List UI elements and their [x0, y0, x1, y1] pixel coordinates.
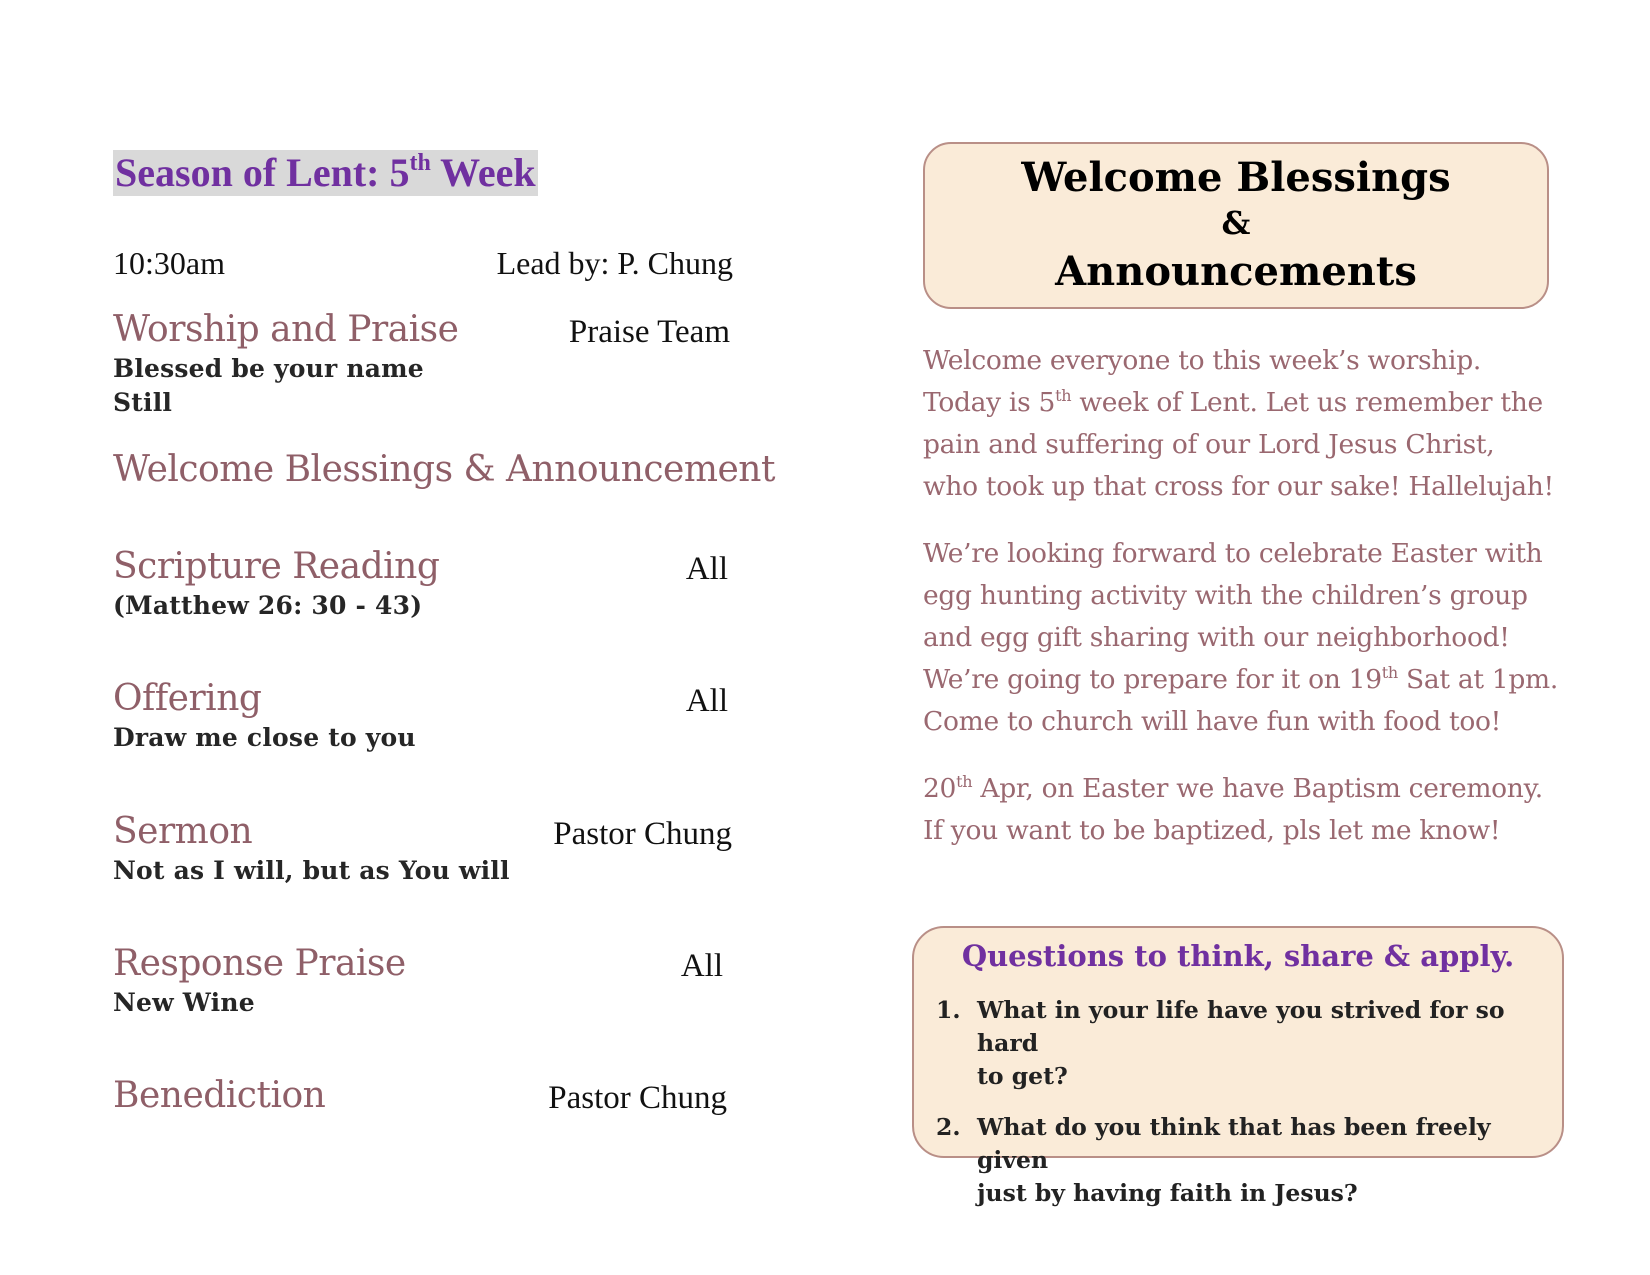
- order-item-title: Sermon: [113, 811, 253, 852]
- order-item-leader: Pastor Chung: [548, 1080, 727, 1116]
- welcome-heading: Welcome Blessings: [1021, 154, 1451, 201]
- announcements-heading: Announcements: [1055, 248, 1417, 295]
- question-item: 1. What in your life have you strived for so hard to get?: [936, 996, 1505, 1090]
- order-item-title: Worship and Praise: [113, 309, 459, 350]
- order-item-title: Benediction: [113, 1075, 326, 1116]
- questions-title: Questions to think, share & apply.: [961, 939, 1515, 973]
- service-leader: Lead by: P. Chung: [496, 245, 733, 281]
- question-number: 2.: [936, 1113, 961, 1141]
- sermon-title: Not as I will, but as You will: [113, 856, 510, 885]
- order-item-benediction: [113, 1074, 733, 1118]
- order-item-leader: All: [685, 683, 728, 719]
- order-of-service: [113, 150, 775, 1116]
- questions-list: [936, 994, 1546, 1228]
- scripture-reference: (Matthew 26: 30 - 43): [113, 591, 423, 620]
- question-item: 2. What do you think that has been freely given just by having faith in Jesus?: [936, 1113, 1491, 1207]
- order-item-leader: Pastor Chung: [553, 816, 732, 852]
- order-item-leader: Praise Team: [568, 314, 730, 350]
- order-item-title: Response Praise: [113, 943, 406, 984]
- season-title: Season of Lent: 5th Week: [115, 150, 536, 195]
- service-time: 10:30am: [113, 245, 225, 281]
- order-item-worship: [113, 308, 733, 420]
- order-item-title: Offering: [113, 678, 262, 719]
- questions-box: [912, 926, 1564, 1207]
- announcement-paragraph-welcome: Welcome everyone to this week’s worship. Today is 5th week of Lent. Let us remember the pain and suffering of our Lord Jesus Christ, who took up that cross for our sake! Hallelujah!: [923, 345, 1554, 502]
- song-title: New Wine: [113, 988, 255, 1017]
- welcome-header-box: [923, 142, 1549, 309]
- question-number: 1.: [936, 996, 961, 1024]
- welcome-heading-ampersand: &: [1221, 204, 1251, 242]
- song-title: Draw me close to you: [113, 723, 416, 752]
- announcement-paragraph-baptism: 20th Apr, on Easter we have Baptism ceremony. If you want to be baptized, pls let me know!: [923, 772, 1543, 846]
- order-item-sermon: [113, 810, 733, 888]
- order-item-welcome: [113, 448, 775, 492]
- order-item-offering: [113, 677, 733, 755]
- order-item-title: Welcome Blessings & Announcement: [113, 449, 775, 490]
- order-item-leader: All: [685, 551, 728, 587]
- service-meta: [113, 243, 733, 283]
- order-item-scripture: [113, 545, 733, 623]
- song-title: Blessed be your name: [113, 354, 424, 383]
- order-item-response: [113, 942, 733, 1020]
- order-item-title: Scripture Reading: [113, 546, 440, 587]
- song-title: Still: [113, 388, 173, 417]
- order-item-leader: All: [680, 948, 723, 984]
- announcement-paragraph-easter: We’re looking forward to celebrate Easter with egg hunting activity with the children’s group and egg gift sharing with our neighborhood! We’re going to prepare for it on 19th Sat at 1pm. Come to church will have fun with food too!: [923, 538, 1558, 737]
